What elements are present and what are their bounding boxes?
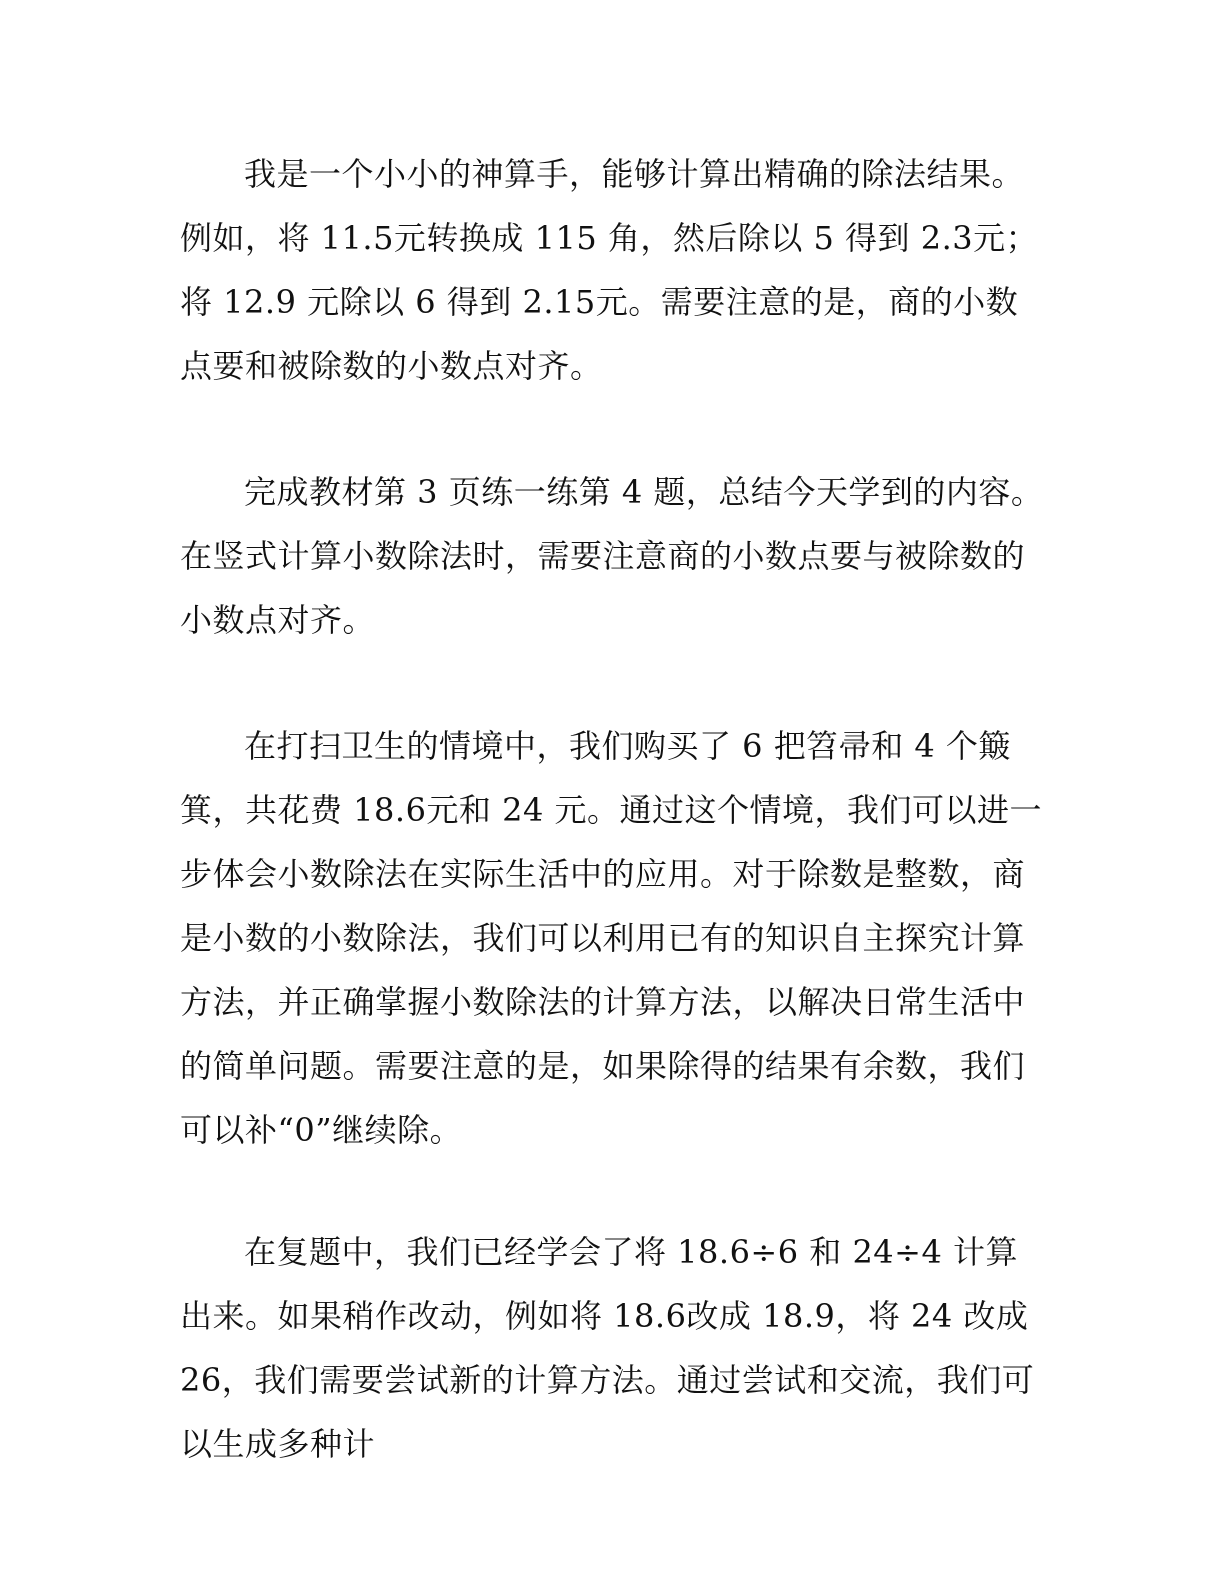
paragraph-1: 我是一个小小的神算手，能够计算出精确的除法结果。例如，将 11.5元转换成 115 角，然后除以 5 得到 2.3元；将 12.9 元除以 6 得到 2.15元。需要注意的是，商的小数点要和被除数的小数点对齐。 <box>180 155 1039 385</box>
paragraph-3: 在打扫卫生的情境中，我们购买了 6 把笤帚和 4 个簸箕，共花费 18.6元和 24 元。通过这个情境，我们可以进一步体会小数除法在实际生活中的应用。对于除数是整数，商是小数的小数除法，我们可以利用已有的知识自主探究计算方法，并正确掌握小数除法的计算方法，以解决日常生活中的简单问题。需要注意的是，如果除得的结果有余数，我们可以补“0”继续除。 <box>180 727 1042 1149</box>
paragraph-4: 在复题中，我们已经学会了将 18.6÷6 和 24÷4 计算出来。如果稍作改动，例如将 18.6改成 18.9，将 24 改成 26，我们需要尝试新的计算方法。通过尝试和交流，我们可以生成多种计 <box>180 1233 1035 1463</box>
paragraph-2: 完成教材第 3 页练一练第 4 题，总结今天学到的内容。在竖式计算小数除法时，需要注意商的小数点要与被除数的小数点对齐。 <box>180 473 1044 639</box>
